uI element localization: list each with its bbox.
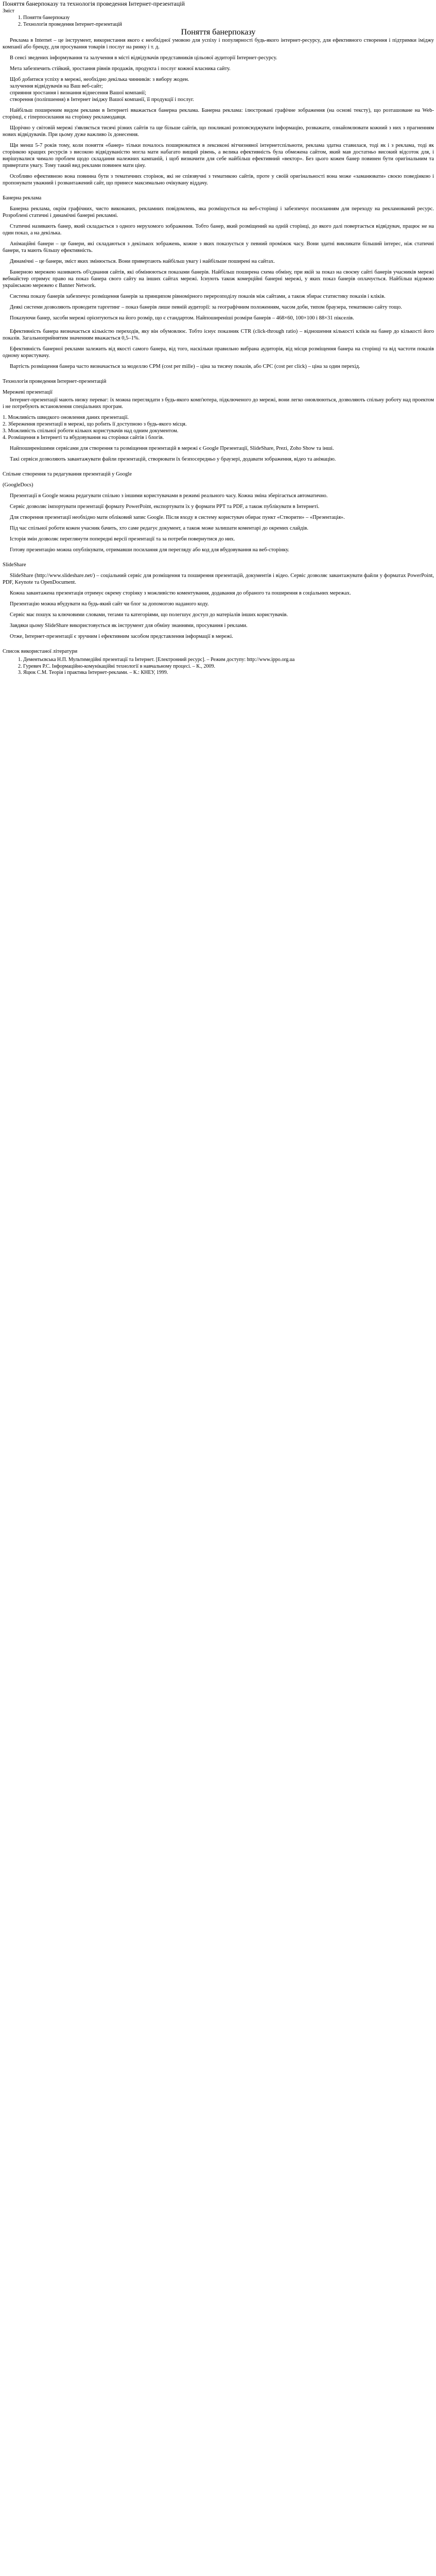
toc-item[interactable]: 2. Технологія проведення Інтернет-презентацій (23, 21, 434, 28)
paragraph: Анімаційні банери – це банери, які складаються з декількох зображень, кожне з яких показується у певний проміжок часу. Вони здатні викликати більший інтерес, ніж статичні банери, та мають більшу ефективність. (3, 241, 434, 253)
toc-item[interactable]: 1. Поняття банерпоказу (23, 14, 434, 21)
paragraph: сприяння зростання і визнання віднесення Вашої компанії; (10, 90, 146, 96)
paragraph: Реклама в Internet – це інструмент, використання якого є необхідної умовою для успіху і популярності будь-якого інтернет-ресурсу, для ефективного створення і підтримки іміджу компанії або бренду, для просування товарів і послуг на ринку і т. д. (3, 38, 434, 50)
efficiency-block (3, 328, 434, 370)
paragraph: Банерною мережею називають об'єднання сайтів, які обмінюються показами банерів. Найбільш поширена схема обміну, при якій за показ на своєму сайті банерів учасників мережі вебмайстер отримує право на показ банера свого сайту на інших сайтах мережі. Існують також комерційні банерні мережі, у яких показ банерів оплачується. Найбільш відомою українською мережею є Banner Network. (3, 269, 434, 289)
paragraph: Ефективність банера визначається кількістю переходів, яку він обумовлює. Тобто існує показник CTR (click-through ratio) – відношення кількості кліків на банер до кількості його показів. Загальноприйнятим значенням вважається 0,5–1%. (3, 329, 434, 341)
subsection-heading: Спільне створення та редагування презентацій у Google (3, 471, 132, 477)
subsection-heading: Банерна реклама (3, 195, 42, 201)
paragraph: створення (поліпшення) в Інтернет іміджу Вашої компанії, її продукції і послуг. (10, 97, 194, 103)
paragraph: В сенсі зведених інформування та залучення в місті відвідувачів представників цільової аудиторії Інтернет-ресурсу. (10, 55, 277, 61)
paragraph: Найпоширенішими сервісами для створення та розміщення презентацій в мережі є Google Презентації, SlideShare, Prezi, Zoho Show та інші. (10, 446, 334, 451)
subsection-subheading: (GoogleDocs) (3, 482, 33, 488)
subsection-heading: SlideShare (3, 562, 26, 568)
section-heading: Технологія проведення Інтернет-презентацій (3, 379, 107, 384)
references-heading: Список використаної літератури (3, 649, 78, 654)
paragraph: Щорічно у світовій мережі з'являється тисячі різних сайтів та ще більше сайтів, що покликані розповсюджувати інформацію, розважати, ознайомлювати кожний з них з прагненням нових відвідувачів. При цьому дуже важливо їх донесення. (3, 125, 434, 138)
advantages-list (3, 414, 434, 441)
paragraph: Особливо ефективною вона повинна бути з тематичних сторінок, які не співзвучні з тематикою сайтів, проте у своїй оригінальності вона може «заманювати» своєю поведінкою і пропонувати уважний і розвантажений сайт, що принесе максимально очікувану віддачу. (3, 174, 434, 186)
paragraph: Під час спільної роботи кожен учасник бачить, хто саме редагує документ, а також може залишати коментарі до окремих слайдів. (10, 526, 308, 531)
reference-item: 1. Дементьєвська Н.П. Мультимедійні презентації та Інтернет. [Електронний ресурс]. – Режим доступу: http://www.ippo.org.ua (23, 657, 434, 664)
list-item: 4. Розміщення в Інтернеті та вбудовування на сторінки сайтів і блогів. (3, 435, 164, 440)
table-of-contents (3, 14, 434, 28)
paragraph: Завдяки цьому SlideShare використовується як інструмент для обміну знаннями, просування і реклами. (10, 623, 248, 629)
paragraph: Показуючи банер, засоби мережі орієнтуються на його розмір, що є стандартом. Найпоширеніші розміри банерів – 468×60, 100×100 і 88×31 пікселів. (10, 315, 354, 321)
section-heading: Поняття банерпоказу (181, 28, 256, 37)
paragraph: SlideShare (http://www.slideshare.net/) – соціальний сервіс для розміщення та поширення презентацій, документів і відео. Сервіс дозволяє завантажувати файли у форматах PowerPoint, PDF, Keynote та OpenDocument. (3, 573, 434, 585)
banner-section-body (3, 206, 434, 321)
reference-item: 3. Яцюк С.М. Теорія і практика Інтернет-реклами. – К.: КНЕУ, 1999. (23, 670, 434, 676)
page-title: Поняття банерпоказу та технологія проведення Інтернет-презентацій (3, 0, 185, 7)
paragraph: Деякі системи дозволяють проводити таргетинг – показ банерів лише певній аудиторії: за географічним положенням, часом доби, типом браузера, тематикою сайту тощо. (10, 304, 402, 310)
paragraph: Динамічні – це банери, зміст яких змінюється. Вони привертають найбільш увагу і найбільше поширені на сайтах. (10, 259, 275, 264)
paragraph: Мета забезпечить стійкий, зростання рівнів продажів, продукта і послуг кожної власника сайту. (10, 66, 231, 72)
references-list (3, 657, 434, 676)
document (0, 0, 436, 676)
paragraph: залучення відвідувачів на Ваш веб-сайт; (10, 83, 103, 89)
paragraph: Вартість розміщення банера часто визначається за моделлю CPM (cost per mille) – ціна за тисячу показів, або CPC (cost per click) – ціна за один перехід. (10, 364, 360, 369)
list-item: 2. Збереження презентації в мережі, що робить її доступною з будь-якого місця. (3, 421, 187, 427)
subsection-heading: Мережеві презентації (3, 389, 53, 395)
paragraph: Презентації в Google можна редагувати спільно з іншими користувачами в режимі реального часу. Кожна зміна зберігається автоматично. (10, 493, 328, 499)
paragraph: Найбільш поширеним видом реклами в Інтернеті вважається банерна реклама. Банерна реклама: ілюстровані графічне зображення (на основі тексту), що розташоване на Web-сторінці, є гіперпосилання на сторінку рекламодавця. (3, 108, 434, 120)
paragraph: Презентацію можна вбудувати на будь-який сайт чи блог за допомогою наданого коду. (10, 601, 209, 607)
paragraph: Сервіс дозволяє імпортувати презентації формату PowerPoint, експортувати їх у формати PPT та PDF, а також публікувати в Інтернеті. (10, 504, 320, 510)
paragraph: Банерна реклама, окрім графічних, чисто виконаних, рекламних повідомлень, яка розміщується на веб-сторінці і забезпечує посиланням для переходу на рекламований ресурс. Розроблені статичні і динамічні банерні рекламні. (3, 206, 434, 218)
paragraph: Такі сервіси дозволяють завантажувати файли презентацій, створювати їх безпосередньо у браузері, додавати зображення, відео та анімацію. (10, 456, 336, 462)
toc-label: Зміст (3, 8, 14, 14)
paragraph: Щи менш 5-7 років тому, коли поняття «банер» тільки почалось поширюватися в лексиконі вітчизняної інтернетспільноти, реклама здатна ставилася, тоді як і з реклама, тоді як сторінкою кращих ресурсів з високою відвідуваністю могла мати набагато вищий рівень, а велика ефективність була обмежена сайтом, який мав достатньо високий відсоток для, і вирішувалися чимало проблем щодо складання належних кампаній, і щоб визначити для себе найбільш ефективний «вектор». Без цього кожен банер повинен бути оригінальним та привертати увагу. Тому такий вид реклами повинен мати ціну. (3, 143, 434, 168)
paragraph: Сервіс має пошук за ключовими словами, тегами та категоріями, що полегшує доступ до матеріалів інших користувачів. (10, 612, 288, 618)
paragraph: Система показу банерів забезпечує розміщення банерів за принципом рівномірного перерозподілу показів між сайтами, а також збирає статистику показів і кліків. (10, 294, 386, 299)
google-section-body (3, 493, 434, 553)
list-item: 1. Можливість швидкого оновлення даних презентації. (3, 415, 129, 420)
paragraph: Історія змін дозволяє переглянути попередні версії презентації та за потреби повернутися до них. (10, 536, 235, 542)
paragraph: Ефективність банерної реклами залежить від якості самого банера, від того, наскільки правильно вибрана аудиторія, від місця розміщення банера на сторінці та від частоти показів одному користувачу. (3, 346, 434, 359)
section-intro (3, 37, 434, 187)
paragraph: Отже, Інтернет-презентації є зручним і ефективним засобом представлення інформації в мережі. (10, 634, 233, 639)
paragraph: Статичні називають банер, який складається з одного нерухомого зображення. Тобто банер, який розміщений на одній сторінці, до якого далі повертається відвідувач, працює не на один показ, а на декілька. (3, 224, 434, 236)
paragraph: Інтернет-презентації мають низку переваг: їх можна переглядати з будь-якого комп'ютера, підключеного до мережі, вони легко оновлюються, дозволяють спільну роботу над проектом і не потребують встановлення спеціальних програм. (3, 397, 434, 410)
paragraph: Готову презентацію можна опублікувати, отримавши посилання для перегляду або код для вбудовування на веб-сторінку. (10, 547, 289, 553)
list-item: 3. Можливість спільної роботи кількох користувачів над одним документом. (3, 428, 179, 434)
reference-item: 2. Гуревич Р.С. Інформаційно-комунікаційні технології в навчальному процесі. – К., 2009. (23, 664, 434, 670)
paragraph: Щоб добитися успіху в мережі, необхідно декілька чинників: з вибору жоден. (10, 77, 189, 82)
slideshare-section-body (3, 572, 434, 640)
paragraph: Кожна завантажена презентація отримує окрему сторінку з можливістю коментування, додавання до обраного та поширення в соціальних мережах. (10, 590, 351, 596)
paragraph: Для створення презентації необхідно мати обліковий запис Google. Після входу в систему користувач обирає пункт «Створити» – «Презентація». (10, 515, 345, 520)
